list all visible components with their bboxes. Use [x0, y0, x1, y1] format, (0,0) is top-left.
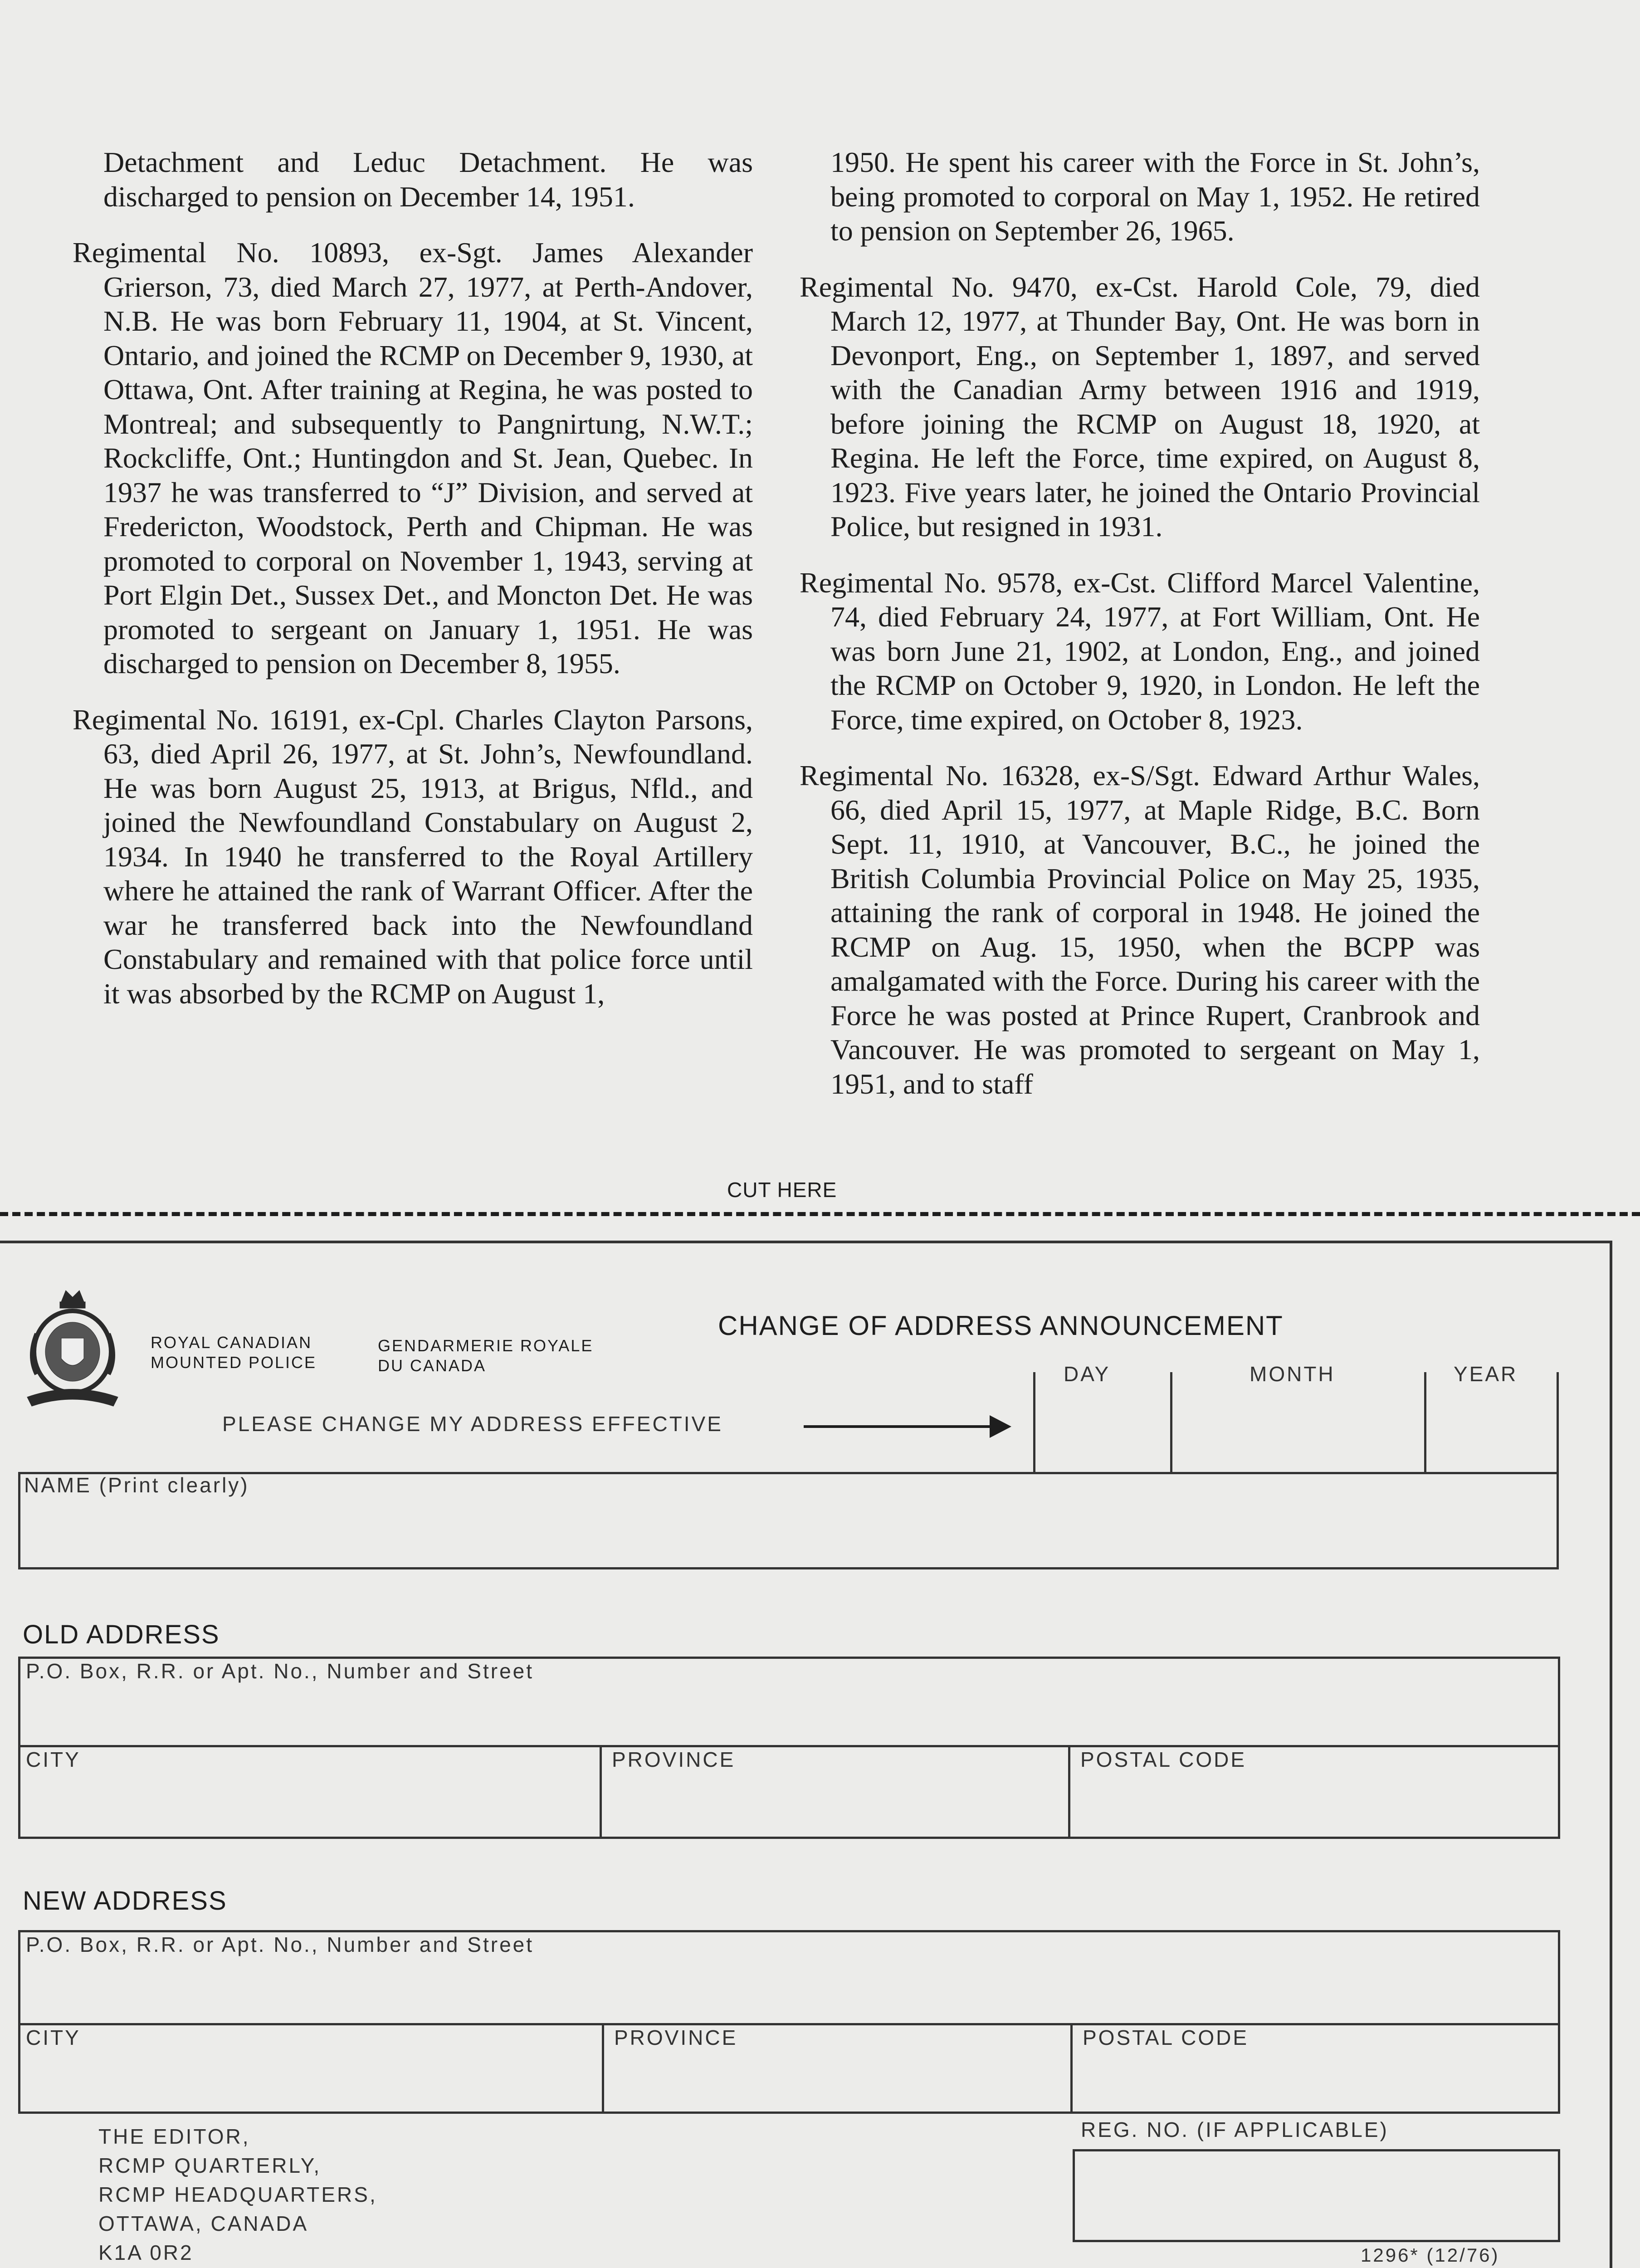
article-paragraph: Regimental No. 10893, ex-Sgt. James Alexander Grierson, 73, died March 27, 1977, at Perth-Andover, N.B. He was born February 11, 1904, at St. Vincent, Ontario, and joined the RCMP on December 9, 1930, at Ottawa, Ont. After training at Regina, he was posted to Montreal; and subsequently to Pangnirtung, N.W.T.; Rockcliffe, Ont.; Huntingdon and St. Jean, Quebec. In 1937 he was transferred to “J” Division, and served at Fredericton, Woodstock, Perth and Chipman. He was promoted to corporal on November 1, 1943, serving at Port Elgin Det., Sussex Det., and Moncton Det. He was promoted to sergeant on January 1, 1951. He was discharged to pension on December 8, 1955. [73, 236, 753, 679]
new-address-heading: NEW ADDRESS [23, 1886, 227, 1916]
old-street-label: P.O. Box, R.R. or Apt. No., Number and Street [26, 1659, 534, 1683]
old-province-field[interactable] [600, 1745, 1070, 1839]
old-postal-code-label: POSTAL CODE [1080, 1748, 1247, 1771]
article-left-column [73, 145, 753, 1032]
name-label: NAME (Print clearly) [24, 1473, 249, 1497]
year-field[interactable] [1428, 1374, 1555, 1472]
old-postal-code-field[interactable] [1068, 1745, 1560, 1839]
date-divider [1170, 1372, 1172, 1474]
old-province-label: PROVINCE [612, 1748, 736, 1771]
old-city-field[interactable] [18, 1745, 602, 1839]
cut-here-label: CUT HERE [727, 1178, 837, 1202]
article-paragraph: Regimental No. 16191, ex-Cpl. Charles Clayton Parsons, 63, died April 26, 1977, at St. John’s, Newfoundland. He was born August 25, 1913, at Brigus, Nfld., and joined the Newfoundland Constabulary on August 2, 1934. In 1940 he transferred to the Royal Artillery where he attained the rank of Warrant Officer. After the war he transferred back into the Newfoundland Constabulary and remained with that police force until it was absorbed by the RCMP on August 1, [73, 703, 753, 1010]
rcmp-crest-icon [18, 1284, 127, 1411]
name-field[interactable] [18, 1472, 1559, 1569]
new-city-field[interactable] [18, 2023, 604, 2114]
reg-no-label: REG. NO. (IF APPLICABLE) [1081, 2118, 1389, 2141]
date-divider [1033, 1372, 1035, 1474]
article-paragraph: Regimental No. 16328, ex-S/Sgt. Edward Arthur Wales, 66, died April 15, 1977, at Maple Ridge, B.C. Born Sept. 11, 1910, at Vancouver, B.C., he joined the British Columbia Provincial Police on May 25, 1935, attaining the rank of corporal in 1948. He joined the RCMP on Aug. 15, 1950, when the BCPP was amalgamated with the Force. During his career with the Force he was posted at Prince Rupert, Cranbrook and Vancouver. He was promoted to sergeant on May 1, 1951, and to staff [800, 759, 1480, 1100]
editor-mailing-address: THE EDITOR, RCMP QUARTERLY, RCMP HEADQUARTERS, OTTAWA, CANADA K1A 0R2 [98, 2125, 377, 2264]
new-street-label: P.O. Box, R.R. or Apt. No., Number and Street [26, 1933, 534, 1956]
new-province-label: PROVINCE [614, 2026, 738, 2049]
article-paragraph: 1950. He spent his career with the Force in St. John’s, being promoted to corporal on May 1, 1952. He retired to pension on September 26, 1965. [830, 146, 1480, 247]
date-divider [1557, 1372, 1559, 1474]
article-paragraph: Regimental No. 9470, ex-Cst. Harold Cole, 79, died March 12, 1977, at Thunder Bay, Ont. He was born in Devonport, Eng., on September 1, 1897, and served with the Canadian Army between 1916 and 1919, before joining the RCMP on August 18, 1920, at Regina. He left the Force, time expired, on August 8, 1923. Five years later, he joined the Ontario Provincial Police, but resigned in 1931. [800, 270, 1480, 543]
old-address-heading: OLD ADDRESS [23, 1620, 220, 1649]
new-postal-code-field[interactable] [1070, 2023, 1560, 2114]
old-city-label: CITY [26, 1748, 81, 1771]
day-label: DAY [1064, 1362, 1111, 1386]
date-divider [1424, 1372, 1426, 1474]
form-title: CHANGE OF ADDRESS ANNOUNCEMENT [718, 1310, 1284, 1341]
month-field[interactable] [1174, 1374, 1422, 1472]
org-name-english: ROYAL CANADIAN MOUNTED POLICE [151, 1333, 317, 1372]
new-city-label: CITY [26, 2026, 81, 2049]
article-right-column [800, 145, 1480, 1123]
new-street-field[interactable] [18, 1930, 1560, 2025]
article-paragraph: Detachment and Leduc Detachment. He was discharged to pension on December 14, 1951. [103, 146, 753, 213]
article-paragraph: Regimental No. 9578, ex-Cst. Clifford Marcel Valentine, 74, died February 24, 1977, at Fort William, Ont. He was born June 21, 1902, at London, Eng., and joined the RCMP on October 9, 1920, in London. He left the Force, time expired, on October 8, 1923. [800, 566, 1480, 736]
day-field[interactable] [1037, 1374, 1168, 1472]
month-label: MONTH [1250, 1362, 1335, 1386]
old-street-field[interactable] [18, 1657, 1560, 1747]
cut-line [0, 1212, 1640, 1216]
form-number: 1296* (12/76) [1361, 2244, 1500, 2266]
arrow-right-icon [804, 1411, 1012, 1442]
effective-date-label: PLEASE CHANGE MY ADDRESS EFFECTIVE [222, 1412, 723, 1436]
reg-no-field[interactable] [1073, 2149, 1560, 2242]
new-postal-code-label: POSTAL CODE [1083, 2026, 1249, 2049]
org-name-french: GENDARMERIE ROYALE DU CANADA [378, 1336, 594, 1375]
new-province-field[interactable] [602, 2023, 1073, 2114]
year-label: YEAR [1454, 1362, 1518, 1386]
